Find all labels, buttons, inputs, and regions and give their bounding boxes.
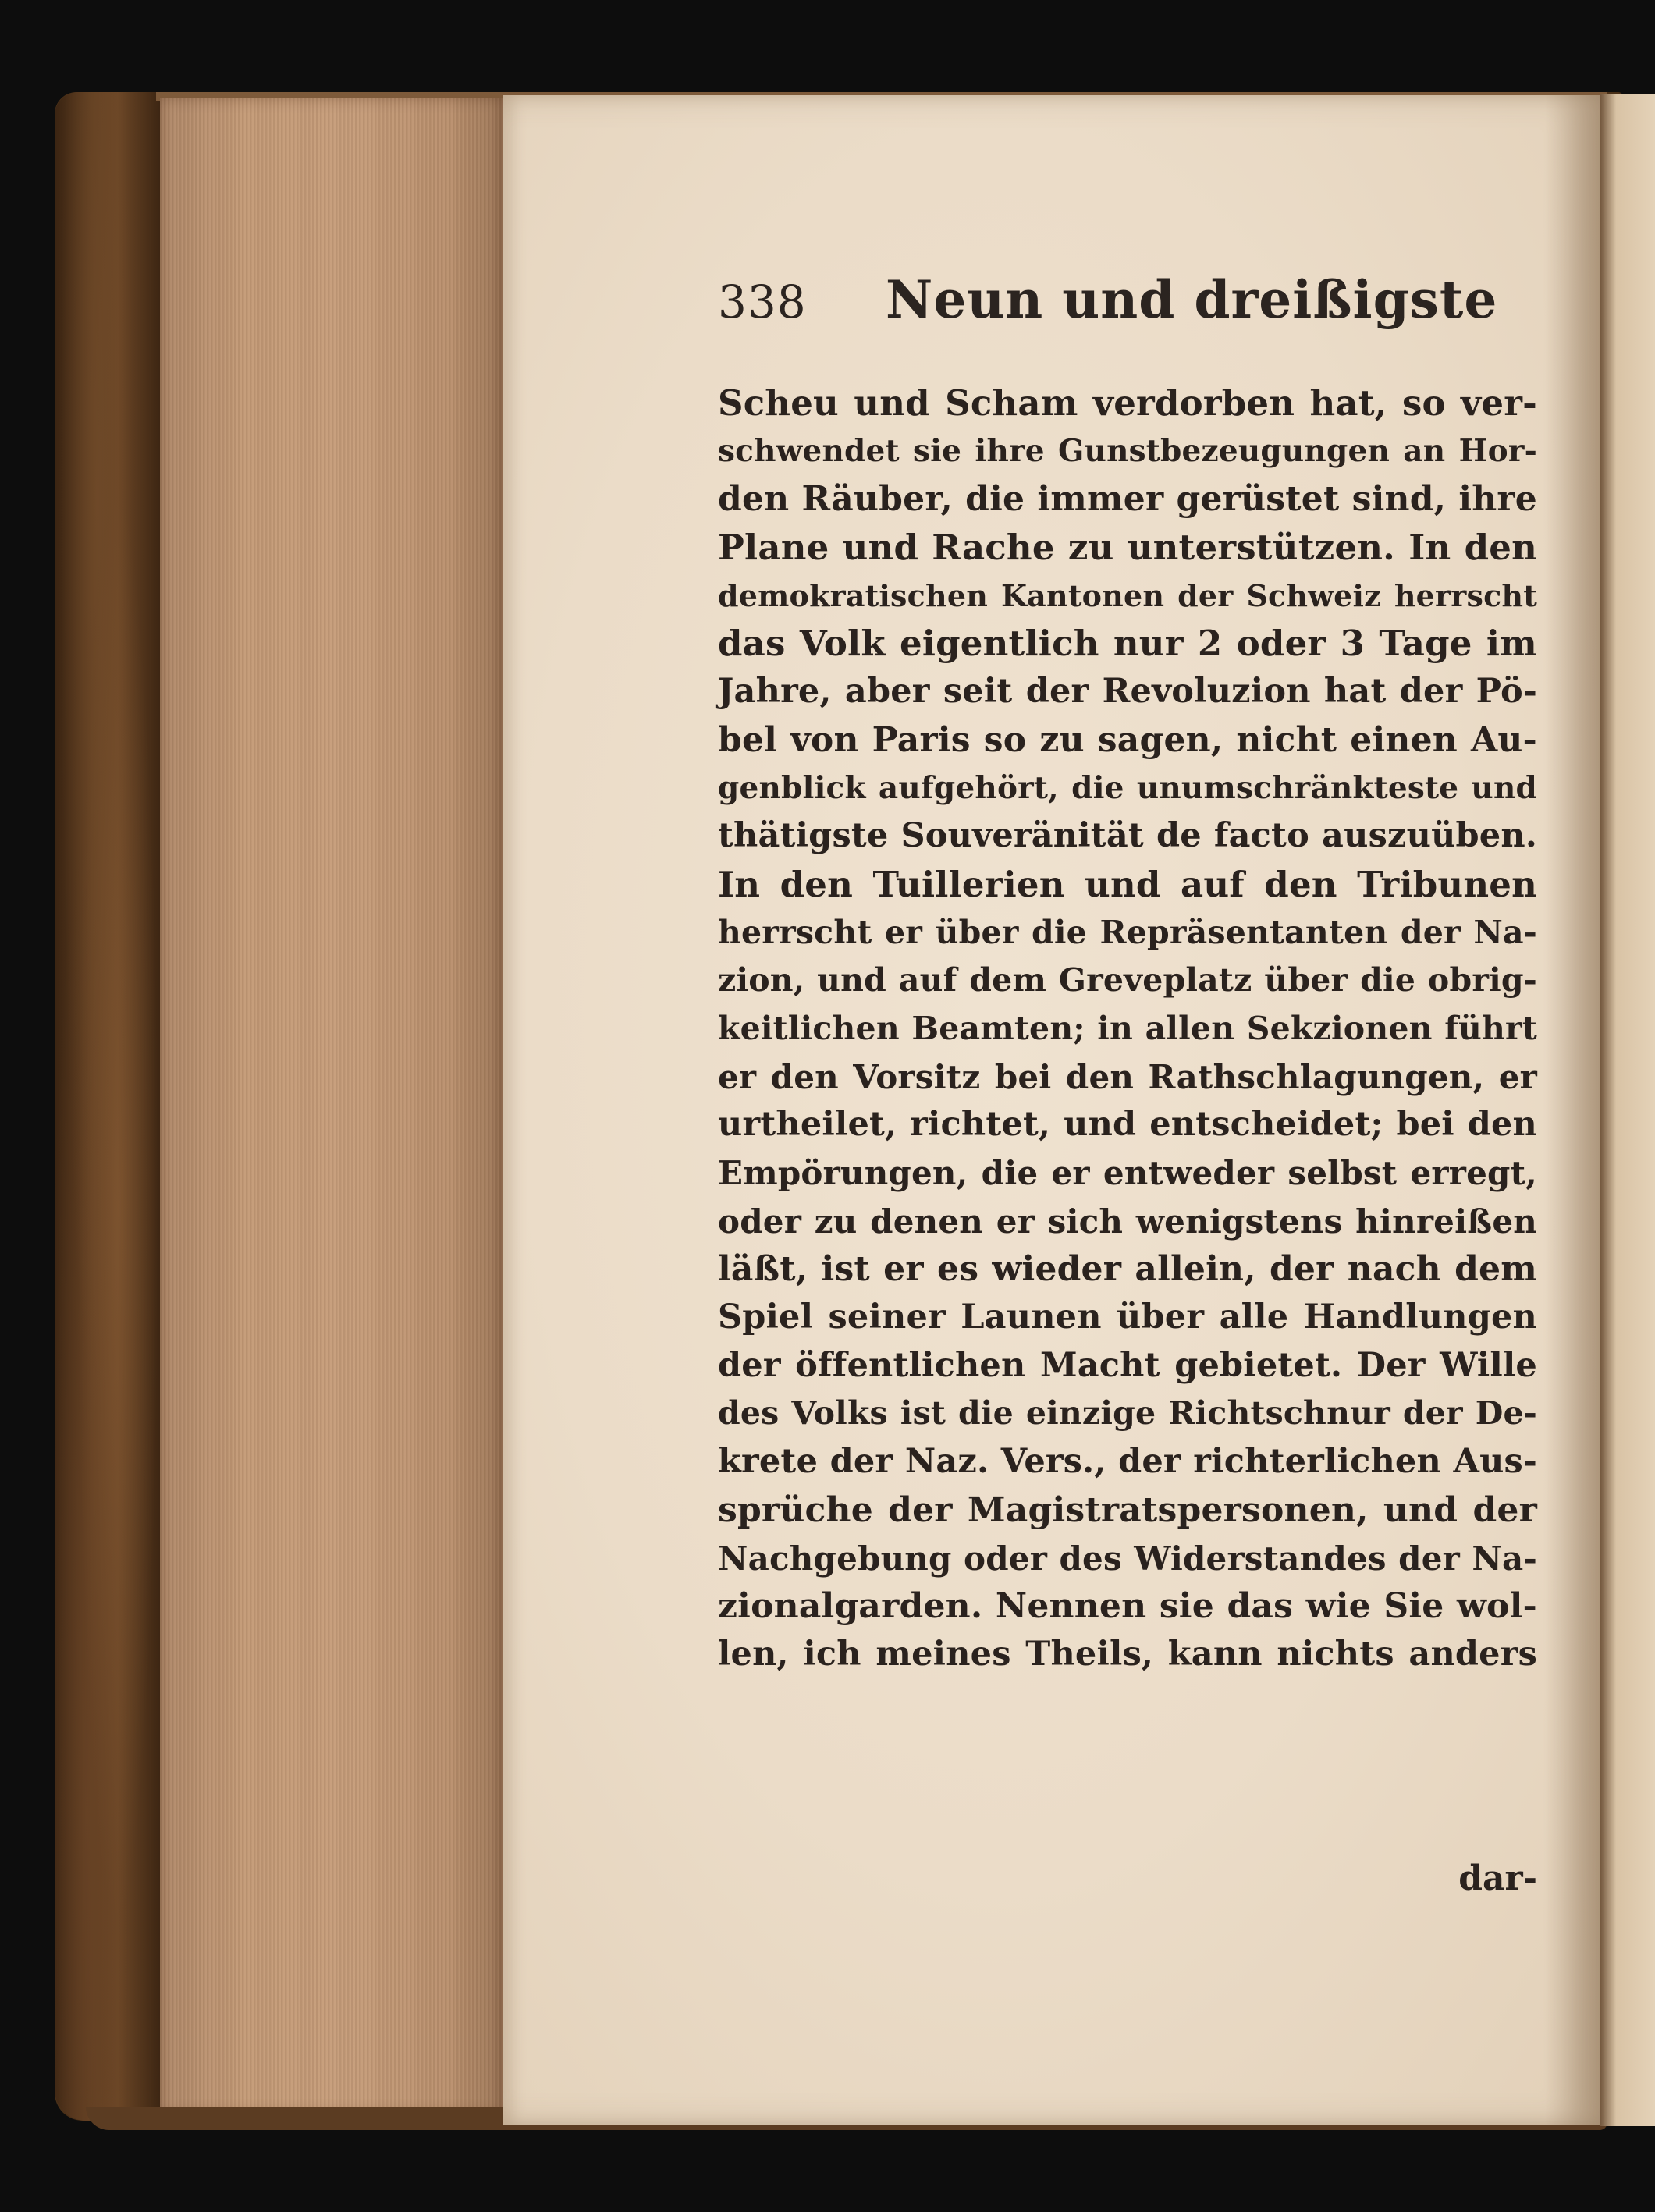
- text-line: krete der Naz. Vers., der richterlichen Aus-: [718, 1442, 1537, 1482]
- text-line: zionalgarden. Nennen sie das wie Sie wol-: [718, 1586, 1537, 1627]
- text-line: schwendet sie ihre Gunstbezeugungen an Hor-: [718, 432, 1537, 469]
- text-line: Empörungen, die er entweder selbst erregt,: [718, 1154, 1537, 1192]
- text-line: bel von Paris so zu sagen, nicht einen Au-: [718, 719, 1537, 760]
- text-line: In den Tuillerien und auf den Tribunen: [718, 863, 1537, 905]
- leather-spine: [55, 92, 160, 2121]
- text-line: des Volks ist die einzige Richtschnur der De-: [718, 1394, 1537, 1433]
- text-line: herrscht er über die Repräsentanten der Na-: [718, 913, 1537, 951]
- text-line: genblick aufgehört, die unumschränkteste und: [718, 769, 1537, 806]
- text-line: Jahre, aber seit der Revoluzion hat der Pö-: [718, 672, 1537, 712]
- running-head: [718, 269, 1498, 355]
- text-line: läßt, ist er es wieder allein, der nach dem: [718, 1249, 1537, 1290]
- text-line: den Räuber, die immer gerüstet sind, ihre: [718, 479, 1537, 520]
- text-line: oder zu denen er sich wenigstens hinreißen: [718, 1202, 1537, 1241]
- text-line: Plane und Rache zu unterstützen. In den: [718, 527, 1537, 569]
- page-block-edges: [160, 98, 503, 2114]
- text-line: len, ich meines Theils, kann nichts anders: [718, 1634, 1537, 1674]
- text-line: demokratischen Kantonen der Schweiz herrscht: [718, 577, 1537, 613]
- text-line: zion, und auf dem Greveplatz über die obrig-: [718, 961, 1537, 999]
- text-line: das Volk eigentlich nur 2 oder 3 Tage im: [718, 623, 1537, 665]
- text-line: sprüche der Magistratspersonen, und der: [718, 1489, 1537, 1530]
- text-line: thätigste Souveränität de facto auszuüben.: [718, 816, 1537, 856]
- running-head-title: Neun und dreißigste: [886, 269, 1498, 330]
- text-line: urtheilet, richtet, und entscheidet; bei den: [718, 1105, 1537, 1145]
- page-number: 338: [718, 275, 807, 328]
- text-line: Nachgebung oder des Widerstandes der Na-: [718, 1539, 1537, 1578]
- text-line: Scheu und Scham verdorben hat, so ver-: [718, 382, 1537, 424]
- facing-page-edge: [1600, 94, 1655, 2126]
- text-line: er den Vorsitz bei den Rathschlagungen, er: [718, 1057, 1537, 1096]
- text-line: keitlichen Beamten; in allen Sekzionen führt: [718, 1009, 1537, 1047]
- body-text: [718, 379, 1537, 1679]
- text-line: Spiel seiner Launen über alle Handlungen: [718, 1298, 1537, 1337]
- catchword: dar-: [1458, 1859, 1537, 1898]
- gutter-shadow: [1545, 95, 1600, 2125]
- text-line: der öffentlichen Macht gebietet. Der Wille: [718, 1345, 1537, 1385]
